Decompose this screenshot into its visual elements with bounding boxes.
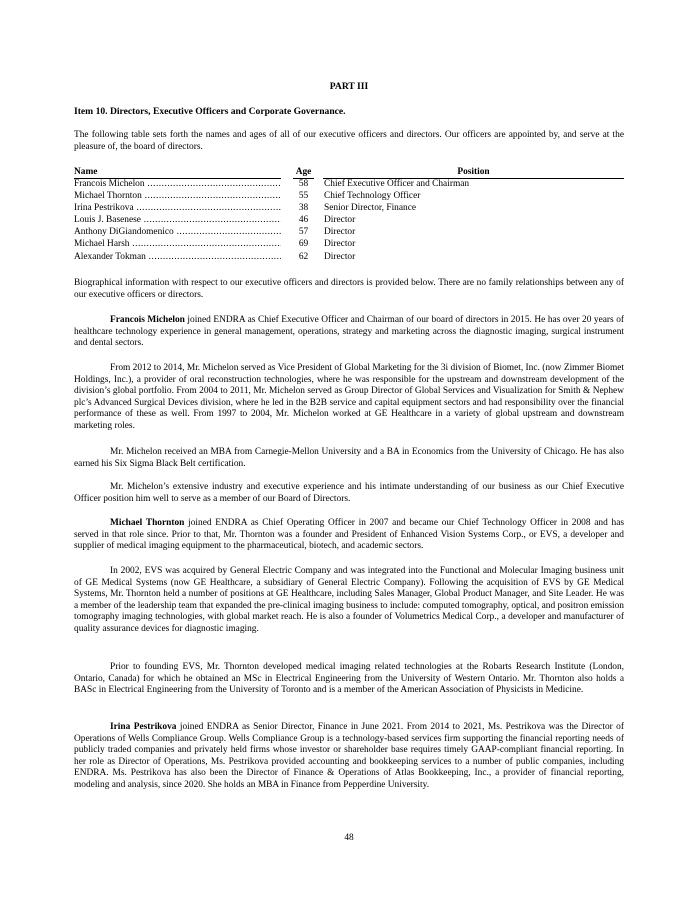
officer-age: 55 bbox=[298, 191, 309, 202]
table-row bbox=[74, 239, 624, 251]
michelon-education-paragraph: Mr. Michelon received an MBA from Carnegie-Mellon University and a BA in Economics from the University of Chicago. He has also earned his Six Sigma Black Belt certification. bbox=[74, 447, 624, 469]
officer-name: Francois Michelon ..... bbox=[74, 179, 281, 191]
header-position: Position bbox=[323, 167, 624, 179]
officer-age: 46 bbox=[298, 215, 309, 226]
officer-position: Director bbox=[324, 227, 356, 238]
michelon-career-paragraph: From 2012 to 2014, Mr. Michelon served as Vice President of Global Marketing for the 3i division of Biomet, Inc. (now Zimmer Biomet Holdings, Inc.), a provider of oral reconstruction technologies, where he was responsible for the upstream and downstream development of the division’s global portfolio. From 2004 to 2011, Mr. Michelon served as Group Director of Global Services and Visualization for Smith & Nephew plc’s Advanced Surgical Devices division, where he led in the B2B service and capital equipment sectors and had responsibility over the financial performance of these as well. From 1997 to 2004, Mr. Michelon worked at GE Healthcare in a variety of global upstream and downstream marketing roles. bbox=[74, 363, 624, 431]
table-row bbox=[74, 252, 624, 264]
officers-table bbox=[74, 167, 624, 264]
officer-position: Chief Executive Officer and Chairman bbox=[324, 179, 470, 189]
pestrikova-bio-paragraph bbox=[74, 722, 624, 792]
part-title: PART III bbox=[329, 81, 369, 92]
table-header bbox=[74, 167, 624, 179]
officer-name: Anthony DiGiandomenico ..... bbox=[74, 227, 281, 239]
officer-age: 62 bbox=[298, 251, 309, 262]
michelon-name: Francois Michelon bbox=[110, 315, 185, 325]
officer-age: 58 bbox=[298, 179, 309, 189]
officer-name: Michael Thornton ..... bbox=[74, 191, 281, 203]
table-row bbox=[74, 227, 624, 239]
officer-age: 69 bbox=[298, 239, 309, 250]
pestrikova-name: Irina Pestrikova bbox=[110, 722, 177, 732]
header-age: Age bbox=[293, 167, 314, 179]
header-name: Name bbox=[74, 167, 281, 179]
intro-paragraph: The following table sets forth the names and ages of all of our executive officers and directors. Our officers are appointed by, and serve at the pleasure of, the board of directors. bbox=[74, 130, 624, 152]
pestrikova-bio-text: joined ENDRA as Senior Director, Finance in June 2021. From 2014 to 2021, Ms. Pestrikova was the Director of Operations of Wells Compliance Group. Wells Compliance Group is a technology-based services firm supporting the financial reporting needs of publicly traded companies and privately held firms whose investor or shareholder base requires timely GAAP-compliant financial reporting. In her role as Director of Operations, Ms. Pestrikova provided accounting and bookkeeping services to a number of public companies, including ENDRA. Ms. Pestrikova has also been the Director of Finance & Operations of Atlas Bookkeeping, Inc., a provider of financial reporting, modeling and analysis, since 2020. She holds an MBA in Finance from Pepperdine University. bbox=[74, 722, 624, 790]
thornton-bio-paragraph bbox=[74, 518, 624, 553]
officer-position: Senior Director, Finance bbox=[324, 203, 417, 214]
thornton-education-paragraph: Prior to founding EVS, Mr. Thornton developed medical imaging related technologies at the Robarts Research Institute (London, Ontario, Canada) for which he obtained an MSc in Electrical Engineering from the University of Western Ontario. Mr. Thornton also holds a BASc in Electrical Engineering from the University of Toronto and is a member of the American Association of Physicists in Medicine. bbox=[74, 662, 624, 696]
officer-position: Director bbox=[324, 251, 356, 262]
officer-name: Louis J. Basenese ..... bbox=[74, 215, 281, 227]
officer-position: Director bbox=[324, 215, 356, 226]
michelon-qualification-paragraph: Mr. Michelon’s extensive industry and executive experience and his intimate understanding of our business as our Chief Executive Officer position him well to serve as a member of our Board of Directors. bbox=[74, 482, 624, 504]
officer-name: Michael Harsh ..... bbox=[74, 239, 281, 251]
table-row bbox=[74, 203, 624, 215]
table-row bbox=[74, 191, 624, 203]
officer-name: Irina Pestrikova ..... bbox=[74, 203, 281, 215]
thornton-career-paragraph: In 2002, EVS was acquired by General Electric Company and was integrated into the Functional and Molecular Imaging business unit of GE Medical Systems (now GE Healthcare, a subsidiary of General Electric Company). Following the acquisition of EVS by GE Medical Systems, Mr. Thornton held a number of positions at GE Healthcare, including Sales Manager, Global Product Manager, and Site Leader. He was a member of the leadership team that expanded the pre-clinical imaging business to include: computed tomography, optical, and positron emission tomography imaging technologies, with global market reach. He is also a founder of Volumetrics Medical Corp., a developer and manufacturer of quality assurance devices for diagnostic imaging. bbox=[74, 566, 624, 634]
table-row bbox=[74, 215, 624, 227]
bio-intro-paragraph: Biographical information with respect to our executive officers and directors is provided below. There are no family relationships between any of our executive officers or directors. bbox=[74, 278, 624, 300]
thornton-name: Michael Thornton bbox=[110, 518, 185, 528]
officer-position: Director bbox=[324, 239, 356, 250]
officer-position: Chief Technology Officer bbox=[324, 191, 421, 202]
michelon-bio-paragraph bbox=[74, 315, 624, 350]
table-row bbox=[74, 179, 624, 191]
officer-age: 57 bbox=[298, 227, 309, 238]
item-heading: Item 10. Directors, Executive Officers and Corporate Governance. bbox=[74, 106, 346, 117]
officer-age: 38 bbox=[298, 203, 309, 214]
page-number: 48 bbox=[344, 833, 354, 843]
thornton-bio-text: joined ENDRA as Chief Operating Officer in 2007 and became our Chief Technology Officer in 2008 and has served in that role since. Prior to that, Mr. Thornton was a founder and President of Enhanced Vision Systems Corp., or EVS, a developer and supplier of medical imaging equipment to the pharmaceutical, biotech, and academic sectors. bbox=[74, 518, 624, 552]
michelon-bio-text: joined ENDRA as Chief Executive Officer and Chairman of our board of directors in 2015. He has over 20 years of healthcare technology experience in general management, operations, strategy and marketing across the diagnostic imaging, surgical instrument and dental sectors. bbox=[74, 315, 625, 349]
officer-name: Alexander Tokman ..... bbox=[74, 252, 281, 264]
